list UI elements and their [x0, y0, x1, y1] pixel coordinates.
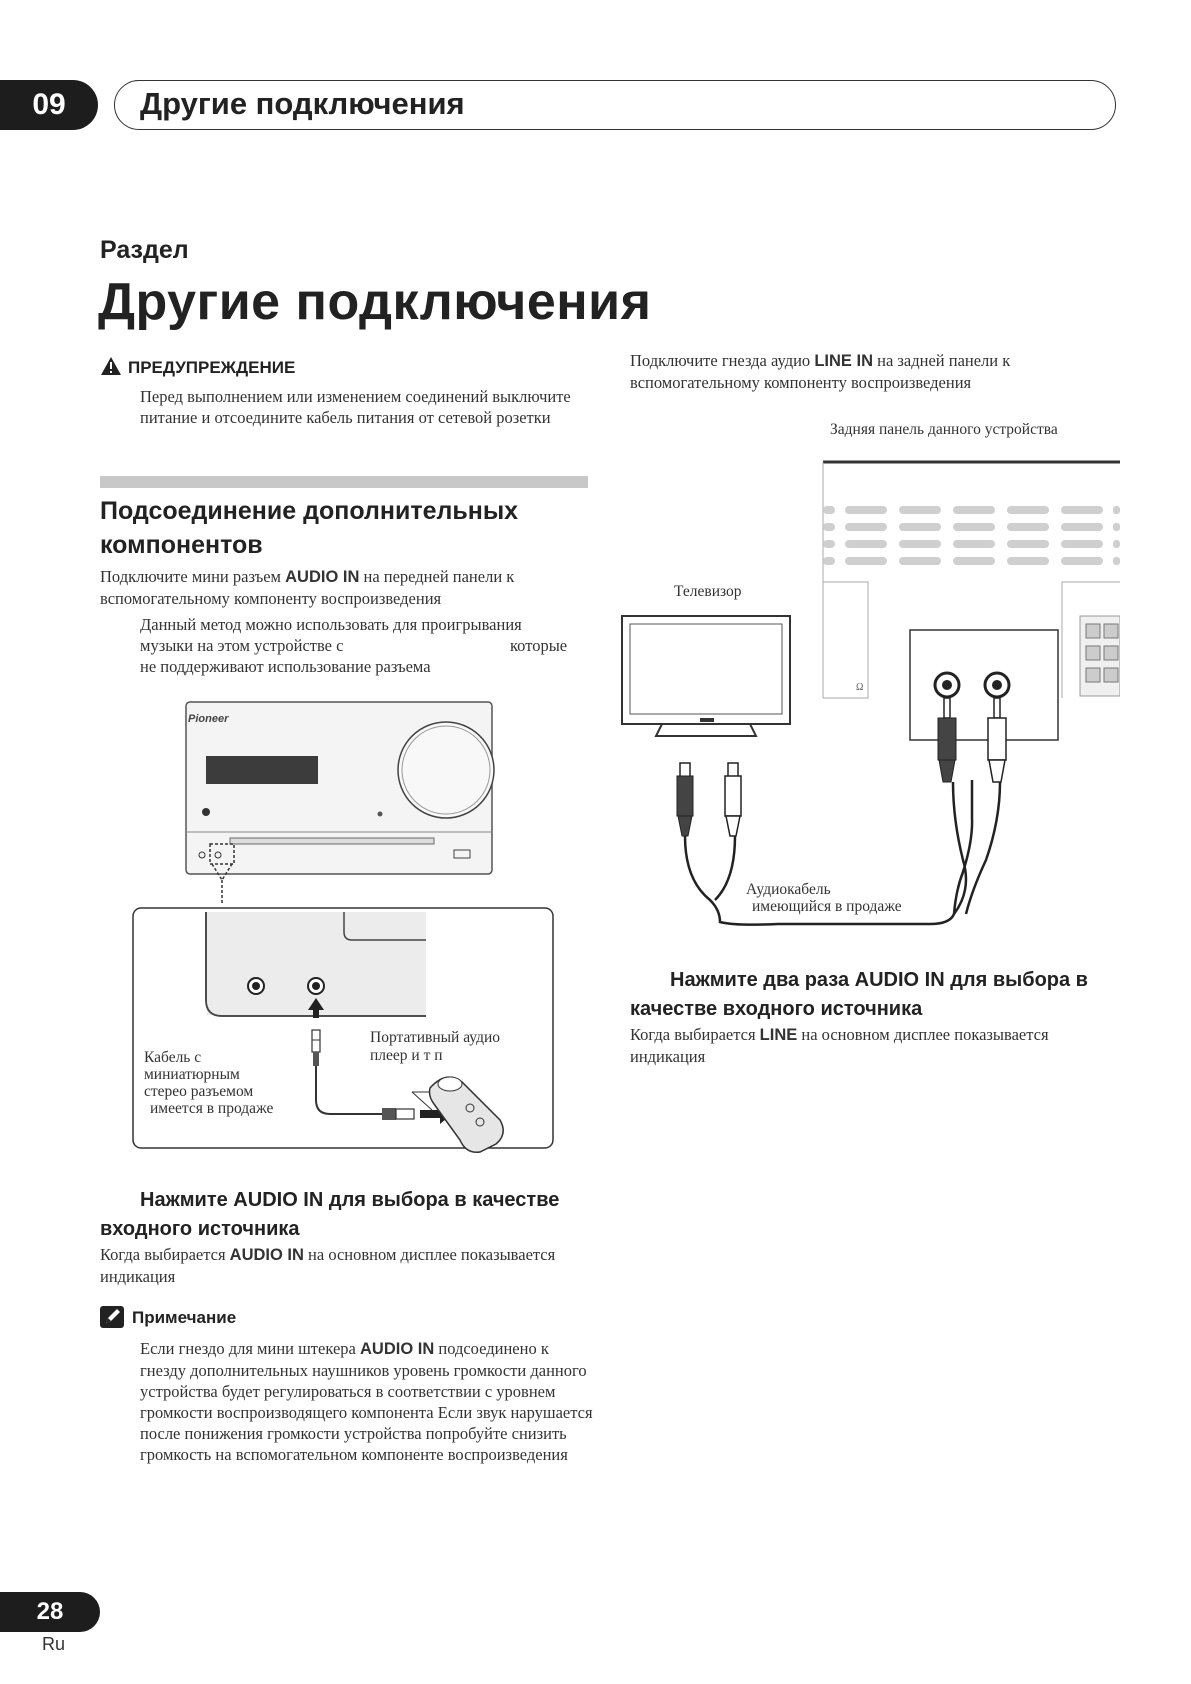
label-tv: Телевизор [674, 583, 742, 600]
label-audio-cable-1: Аудиокабель [746, 881, 831, 898]
step2-text [630, 1024, 1110, 1067]
ohm-symbol: Ω [856, 682, 864, 693]
label-cable-4: имеется в продаже [150, 1100, 274, 1117]
chapter-number-badge: 09 [0, 80, 98, 130]
right-intro-bold: LINE IN [814, 352, 873, 370]
right-intro-a: Подключите гнезда аудио [630, 351, 815, 370]
rear-connection-diagram [620, 420, 1120, 950]
warning-heading-text: ПРЕДУПРЕЖДЕНИЕ [128, 358, 296, 377]
step1-text-a: Когда выбирается [100, 1245, 230, 1264]
page-language: Ru [42, 1634, 66, 1654]
pencil-icon [100, 1306, 124, 1328]
note-heading-text: Примечание [132, 1308, 237, 1327]
tv-illustration [622, 616, 790, 736]
label-cable-3: стерео разъемом [144, 1083, 254, 1100]
unit-front-illustration [186, 702, 494, 905]
note-text [140, 1338, 595, 1465]
subsection-intro [100, 566, 590, 609]
front-connection-diagram [130, 700, 560, 1160]
warning-text: Перед выполнением или изменением соединений выключите питание и отсоедините кабель питания от сетевой розетки [140, 387, 571, 427]
detail-line-3: не поддерживают использование разъема [140, 657, 431, 676]
rca-plugs-tv-side [677, 763, 741, 836]
right-intro-b: на задней панели к вспомогательному компоненту воспроизведения [630, 351, 1011, 392]
brand-logo: Pioneer [188, 713, 229, 725]
step1-text-b: на основном дисплее показывается индикация [100, 1245, 556, 1286]
note-text-bold: AUDIO IN [359, 1340, 435, 1358]
note-text-a: Если гнездо для мини штекера [140, 1339, 360, 1358]
label-portable-2: плеер и т п [370, 1047, 443, 1064]
right-intro-text [630, 350, 1100, 393]
warning-icon [100, 356, 122, 376]
detail-line-2a: музыки на этом устройстве с [140, 636, 344, 655]
label-portable-1: Портативный аудио [370, 1029, 500, 1046]
section-label: Раздел [100, 236, 189, 264]
step1-text-bold: AUDIO IN [229, 1246, 304, 1264]
intro-text-bold: AUDIO IN [285, 568, 360, 586]
section-divider-bar [100, 476, 588, 488]
warning-heading [100, 356, 295, 379]
label-cable-2: миниатюрным [144, 1066, 240, 1083]
step1-text [100, 1244, 580, 1287]
step1-heading: Нажмите AUDIO IN для выбора в качестве входного источника [100, 1189, 560, 1240]
note-text-b: подсоединено к гнезду дополнительных наушников уровень громкости данного устройства будет регулироваться в соответствии с уровнем громкости воспроизводящего компонента Если звук нарушается после понижения громкости устройства попробуйте снизить громкость на вспомогательном компоненте воспроизведения [140, 1339, 593, 1464]
section-title: Другие подключения [98, 273, 652, 331]
note-heading [100, 1306, 236, 1330]
step2-text-b: на основном дисплее показывается индикация [630, 1025, 1049, 1066]
label-rear-panel: Задняя панель данного устройства [830, 421, 1058, 438]
chapter-title: Другие подключения [140, 86, 465, 121]
detail-line-1: Данный метод можно использовать для проигрывания [140, 615, 522, 634]
rear-panel-illustration [823, 462, 1120, 740]
detail-line-2b: которые [510, 636, 568, 655]
label-cable-1: Кабель с [144, 1049, 202, 1066]
intro-text-b: на передней панели к вспомогательному компоненту воспроизведения [100, 567, 515, 608]
subsection-title: Подсоединение дополнительных компонентов [100, 497, 519, 559]
step2-text-a: Когда выбирается [630, 1025, 760, 1044]
page-number-badge: 28 [0, 1592, 100, 1632]
subsection-detail [140, 614, 585, 677]
detail-line-2 [140, 635, 585, 656]
intro-text-a: Подключите мини разъем [100, 567, 286, 586]
step2-text-bold: LINE [759, 1026, 798, 1044]
step2-heading: Нажмите два раза AUDIO IN для выбора в качестве входного источника [630, 969, 1088, 1020]
label-audio-cable-2: имеющийся в продаже [752, 898, 902, 915]
